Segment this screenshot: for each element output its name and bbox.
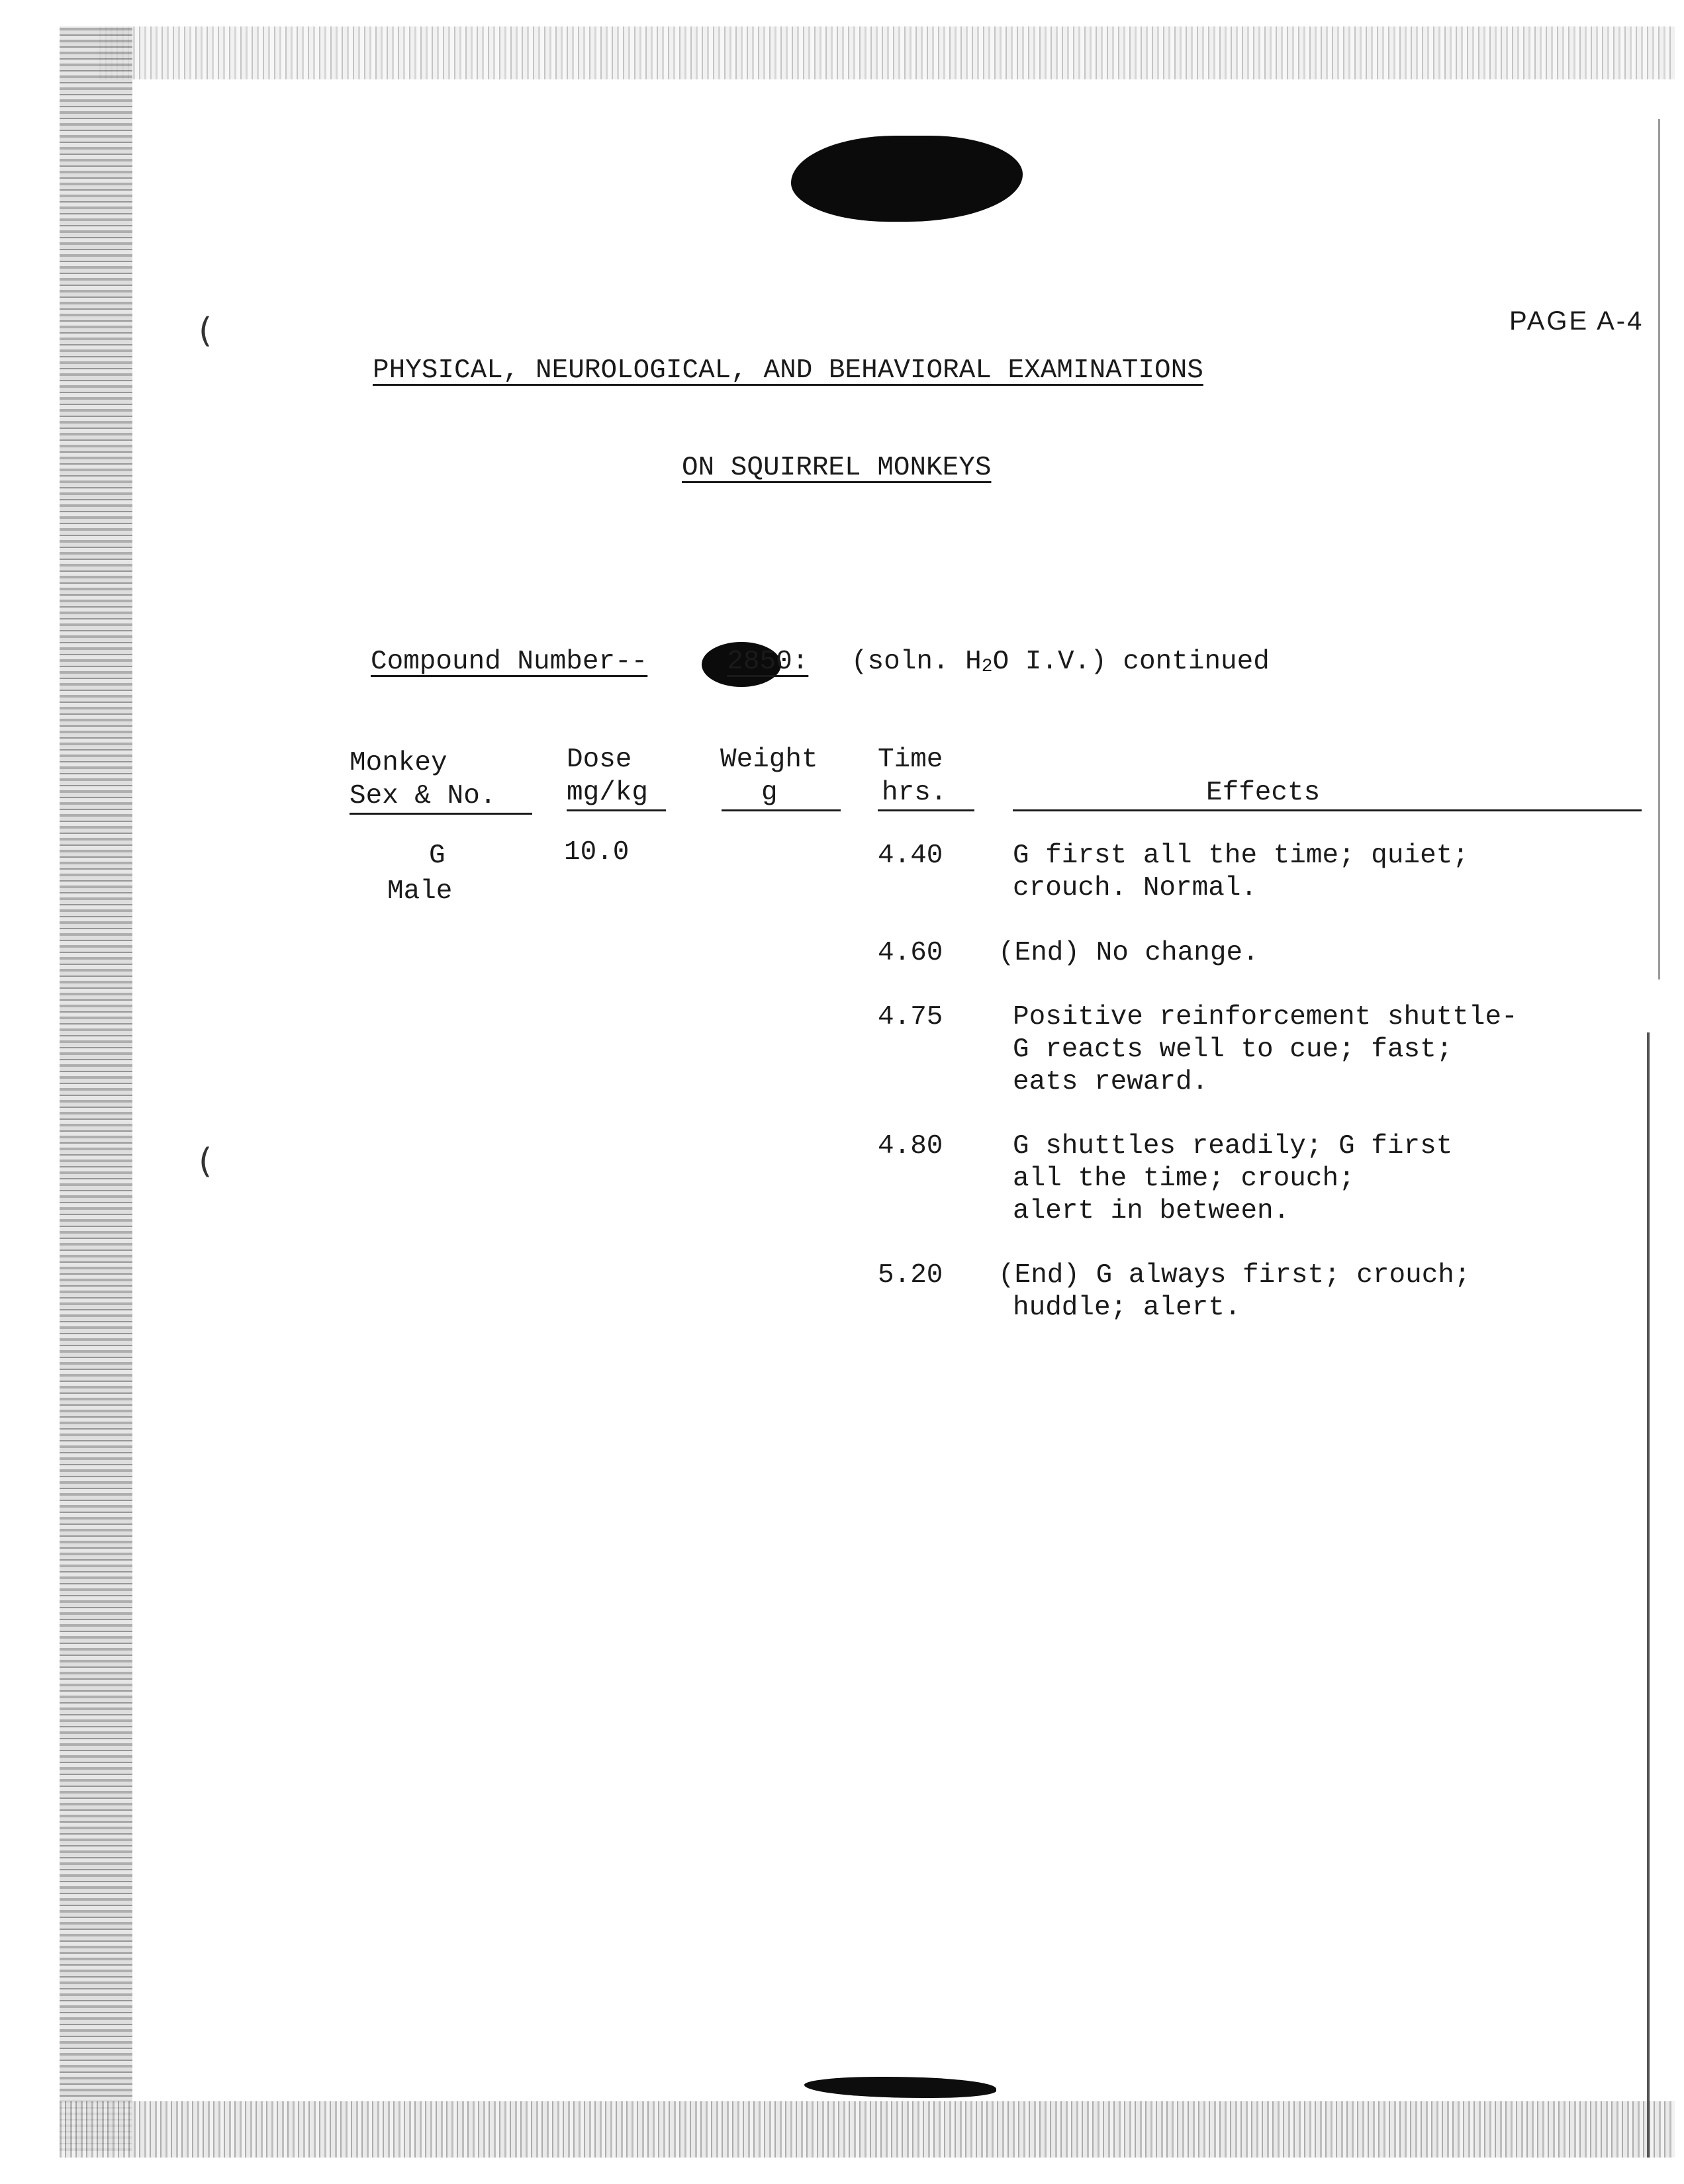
row-time: 4.40 bbox=[878, 841, 943, 871]
row-effect-line: (End) G always first; crouch; bbox=[998, 1260, 1471, 1291]
row-effect-line: G shuttles readily; G first bbox=[1013, 1131, 1453, 1161]
header-weight: Weight bbox=[720, 745, 818, 775]
row-effect-line: (End) No change. bbox=[998, 938, 1259, 968]
row-time: 4.60 bbox=[878, 938, 943, 968]
header-monkey: Monkey bbox=[350, 748, 447, 778]
continued-label: continued bbox=[1123, 647, 1270, 677]
monkey-id: G bbox=[429, 841, 445, 871]
dose-value: 10.0 bbox=[564, 837, 630, 868]
scan-border-top bbox=[99, 26, 1675, 79]
redaction-mark-bottom bbox=[804, 2077, 996, 2098]
compound-number: 2850: bbox=[727, 647, 809, 677]
row-effect-line: all the time; crouch; bbox=[1013, 1163, 1355, 1194]
row-effect-line: alert in between. bbox=[1013, 1196, 1290, 1226]
row-time: 4.75 bbox=[878, 1002, 943, 1032]
header-time: Time bbox=[878, 745, 943, 775]
row-effect-line: eats reward. bbox=[1013, 1067, 1209, 1097]
row-effect-line: G reacts well to cue; fast; bbox=[1013, 1034, 1453, 1065]
solution-suffix: O I.V.) bbox=[992, 647, 1107, 677]
header-weight-unit: g bbox=[761, 778, 778, 808]
monkey-sex: Male bbox=[387, 876, 453, 907]
redaction-mark-top bbox=[791, 136, 1023, 222]
compound-label: Compound Number-- bbox=[371, 647, 648, 677]
header-rule-monkey bbox=[350, 813, 532, 815]
header-dose: Dose bbox=[567, 745, 632, 775]
row-time: 4.80 bbox=[878, 1131, 943, 1161]
binder-hole-mark: ( bbox=[199, 1142, 212, 1181]
header-sex-no: Sex & No. bbox=[350, 781, 496, 811]
page-title: PHYSICAL, NEUROLOGICAL, AND BEHAVIORAL EXAMINATIONS bbox=[373, 355, 1203, 386]
row-time: 5.20 bbox=[878, 1260, 943, 1291]
header-rule-time bbox=[878, 809, 974, 811]
solution-prefix: (soln. H bbox=[851, 647, 982, 677]
binder-hole-mark: ( bbox=[199, 311, 212, 351]
row-effect-line: G first all the time; quiet; bbox=[1013, 841, 1469, 871]
header-time-unit: hrs. bbox=[882, 778, 947, 808]
compound-line bbox=[371, 649, 1270, 676]
header-rule-weight bbox=[722, 809, 841, 811]
page-subtitle: ON SQUIRREL MONKEYS bbox=[682, 453, 992, 483]
page-number: PAGE A-4 bbox=[1509, 306, 1644, 336]
header-dose-unit: mg/kg bbox=[567, 778, 649, 808]
solution-subscript: 2 bbox=[981, 657, 993, 677]
header-rule-effects bbox=[1013, 809, 1642, 811]
row-effect-line: crouch. Normal. bbox=[1013, 873, 1258, 903]
page-edge-line-upper bbox=[1658, 119, 1660, 979]
header-rule-dose bbox=[567, 809, 666, 811]
row-effect-line: huddle; alert. bbox=[1013, 1293, 1241, 1323]
scan-border-left bbox=[60, 26, 132, 2151]
row-effect-line: Positive reinforcement shuttle- bbox=[1013, 1002, 1518, 1032]
header-effects: Effects bbox=[1206, 778, 1321, 808]
scan-border-bottom bbox=[60, 2101, 1675, 2158]
page-edge-line bbox=[1647, 1032, 1650, 2158]
